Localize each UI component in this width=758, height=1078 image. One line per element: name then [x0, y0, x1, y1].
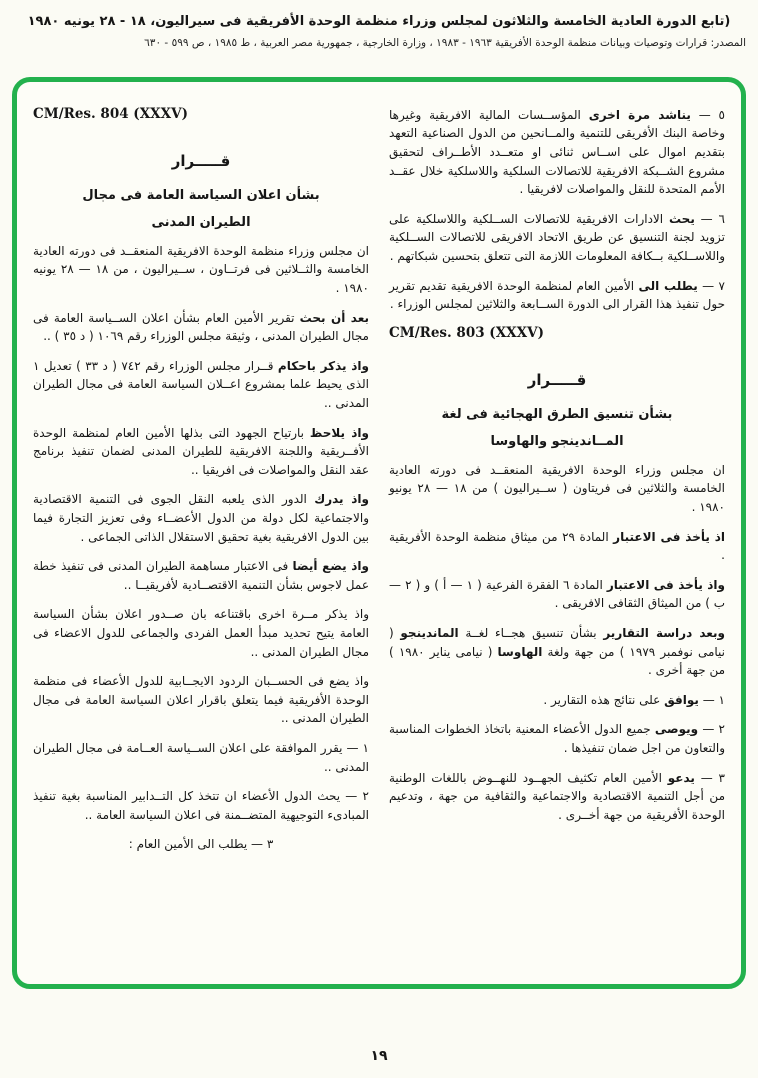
text-run: بشأن اعلان السياسة العامة فى مجال — [82, 187, 320, 203]
text-run: ٣ — — [694, 770, 725, 785]
text-run: ١ — — [698, 692, 725, 707]
resolution-code — [33, 106, 369, 122]
text-run: واذ يذكر باحكام — [277, 358, 370, 373]
paragraph — [389, 461, 725, 517]
paragraph — [33, 672, 369, 728]
text-run: ان مجلس وزراء الوحدة الافريقية المنعقــد فى دورته العادية الخامسة والثلاثين فى فريتاون ( ســيراليون ) من ١٨ — ٢٨ يونيو ١٩٨٠ . — [389, 462, 725, 515]
text-run: ٣ — يطلب الى الأمين العام : — [128, 837, 274, 852]
text-run: ( نيامى يناير ١٩٨٠ ) من جهة أخرى . — [389, 644, 725, 678]
text-run: CM/Res. 803 (XXXV) — [389, 324, 544, 341]
text-run: واذ يدرك — [314, 492, 369, 507]
text-run: واذ يضع فى الحســبان الردود الايجــابية للدول الأعضاء فى منظمة الوحدة الأفريقية فيما يتعلق باقرار اعلان السياسة العامة فى مجال الطيران المدنى .. — [33, 674, 369, 726]
paragraph — [389, 769, 725, 825]
paragraph — [389, 528, 725, 565]
text-run: بعد أن بحث — [299, 310, 369, 325]
text-run: فى الاعتبار مساهمة الطيران المدنى فى تنفيذ خطة عمل لاجوس بشأن التنمية الاقتصــادية لأفريقيــا .. — [33, 559, 369, 592]
text-run: الماندينجو — [400, 625, 459, 640]
text-run: واذ يضع أيضا — [292, 559, 370, 574]
paragraph — [33, 242, 369, 298]
paragraph — [33, 357, 369, 413]
paragraph — [389, 624, 725, 680]
text-run: المؤســسات المالية الافريقية وغيرها وخاصة البنك الأفريقى للتنمية والمــانحين من الدول الصناعية التعهد بتقديم اموال على اســاس ثنائى او متعــدد الأطــراف لتحقيق مشروع الشــبكة الافريقية للاتصالات السلكية واللاسلكية خلال عقــد الأمم المتحدة للنقل والمواصلات لافريقيا . — [389, 107, 725, 197]
resolution-subtitle — [389, 407, 725, 422]
text-run: الادارات الافريقية للاتصالات الســلكية واللاسلكية على تزويد لجنة التنسيق عن طريق الاتحاد الافريقى للاتصالات الســلكية واللاســلكية بــكافة المعلومات اللازمة التى تتعلق بتحسين شبكاتهم . — [389, 211, 725, 264]
page-footer — [0, 1048, 758, 1064]
text-run: ٧ — — [697, 278, 725, 293]
text-run: واذ يذكر مــرة اخرى باقتناعه بان صــدور اعلان بشأن السياسة العامة يتيح تحديد مبدأ العمل الفردى والجماعى للدول الاعضاء فى مجال الطيران المدنى .. — [33, 607, 369, 659]
paragraph — [33, 835, 369, 854]
page-header — [12, 14, 746, 49]
text-run: بشأن تنسيق الطرق الهجائية فى لغة — [441, 406, 673, 422]
text-run: ٦ — — [694, 211, 725, 226]
paragraph — [33, 605, 369, 661]
paragraph — [33, 739, 369, 776]
text-run: الطيران المدنى — [151, 214, 251, 230]
paragraph — [389, 720, 725, 757]
text-run: ٢ — — [698, 722, 725, 737]
text-run: يطلب الى — [638, 278, 698, 293]
text-run: المادة ٦ الفقرة الفرعية ( ١ — أ ) و ( ٢ — ب ) من الميثاق الثقافى الافريقى . — [389, 577, 725, 611]
text-run: يحث — [668, 211, 695, 226]
text-run: على نتائج هذه التقارير . — [543, 692, 665, 707]
text-run: المــاندينجو والهاوسا — [490, 433, 624, 449]
paragraph — [33, 309, 369, 346]
text-run: تقرير الأمين العام بشأن اعلان الســياسة العامة فى مجال الطيران المدنى ، وثيقة مجلس الوزراء رقم ١٠٦٩ ( د ٣٥ ) .. — [33, 310, 369, 344]
text-run: قـــــرار — [171, 151, 231, 170]
text-run: بارتياح الجهود التى بذلها الأمين العام لمنظمة الوحدة الأفــريقية واللجنة الافريقية للطيران المدنى لضمان تنفيذ برنامج عقد النقل والمواصلات فى افريقيا .. — [33, 425, 369, 477]
resolution-title — [33, 152, 369, 170]
text-run: الدور الذى يلعبه النقل الجوى فى التنمية الاقتصادية والاجتماعية لكل دولة من الدول الأعضــاء وفى تعزيز التجارة فيما بين الدول الافريقية بغية تحقيق الاستقلال الذاتى الجماعى . — [33, 492, 369, 544]
paragraph — [33, 557, 369, 594]
paragraph — [389, 691, 725, 710]
text-run: الأمين العام لمنظمة الوحدة الافريقية تقديم تقرير حول تنفيذ هذا القرار الى الدورة الســابعة والثلاثين لمجلس الوزراء . — [389, 278, 725, 312]
resolution-title — [389, 371, 725, 389]
paragraph — [33, 424, 369, 480]
text-run: يناشد مرة اخرى — [588, 107, 691, 122]
text-run: جميع الدول الأعضاء المعنية باتخاذ الخطوات المناسبة والتعاون من اجل ضمان تنفيذها . — [389, 722, 725, 755]
text-run: يدعو — [667, 770, 695, 785]
text-run: المادة ٢٩ من ميثاق منظمة الوحدة الأفريقية . — [389, 529, 725, 563]
text-run: واذ يلاحظ — [309, 425, 369, 440]
paragraph — [33, 787, 369, 824]
text-run: ( نيامى نوفمبر ١٩٧٩ ) من جهة ولغة — [389, 625, 726, 659]
text-run: الهاوسا — [497, 644, 543, 659]
session-title: (تابع الدورة العادية الخامسة والثلاثون لمجلس وزراء منظمة الوحدة الأفريقية فى سيراليون، ١٨ - ٢٨ يونيه ١٩٨٠ — [27, 14, 731, 29]
resolution-subtitle — [389, 434, 725, 449]
text-run: ويوصى — [654, 722, 699, 737]
text-run: CM/Res. 804 (XXXV) — [33, 105, 188, 122]
page-number: ١٩ — [370, 1048, 388, 1064]
text-run: قــرار مجلس الوزراء رقم ٧٤٢ ( د ٣٣ ) تعديل ١ الذى يحيط علما بمشروع اعــلان السياسة العامة فى مجال الطيران المدنى .. — [33, 358, 369, 411]
text-run: الأمين العام تكثيف الجهــود للنهــوض باللغات الوطنية من أجل التنمية الاقتصادية والاجتماعية والثقافية من جهة ، وتدعيم الوحدة الأفريقية من جهة أخــرى . — [389, 770, 725, 822]
column-right — [389, 106, 725, 968]
paragraph — [33, 490, 369, 546]
column-left — [33, 106, 369, 968]
text-run: ان مجلس وزراء منظمة الوحدة الافريقية المنعقــد فى دورته العادية الخامسة والثــلاثين فى فرتــاون ، ســيراليون ، من ١٨ — ٢٨ يونيه ١٩٨٠ . — [33, 243, 369, 296]
text-run: بشأن تنسيق هجــاء لغــة — [458, 625, 604, 640]
resolution-subtitle — [33, 188, 369, 203]
paragraph — [389, 210, 725, 266]
content-frame — [12, 77, 746, 989]
text-run: ٥ — — [690, 107, 725, 122]
text-run: قـــــرار — [527, 370, 587, 389]
source-line: المصدر: قرارات وتوصيات وبيانات منظمة الوحدة الأفريقية ١٩٦٣ - ١٩٨٣ ، وزارة الخارجية ، جمهورية مصر العربية ، ط ١٩٨٥ ، ص ٥٩٩ - ٦٣٠ — [144, 36, 746, 49]
text-run: يوافق — [664, 692, 699, 707]
paragraph — [389, 576, 725, 613]
resolution-code — [389, 325, 725, 341]
text-run: اذ يأخذ فى الاعتبار — [613, 529, 726, 544]
text-run: ٢ — يحث الدول الأعضاء ان تتخذ كل التــدابير المناسبة بغية تنفيذ المبادىء التوجيهية المتضــمنة فى اعلان السياسة العامة .. — [33, 789, 369, 822]
paragraph — [389, 277, 725, 314]
resolution-subtitle — [33, 215, 369, 230]
text-run: ١ — يقرر الموافقة على اعلان الســياسة العــامة فى مجال الطيران المدنى .. — [33, 740, 369, 774]
text-run: واذ يأخذ فى الاعتبار — [606, 577, 726, 592]
paragraph — [389, 106, 725, 199]
text-run: وبعد دراسة التقارير — [603, 625, 725, 640]
